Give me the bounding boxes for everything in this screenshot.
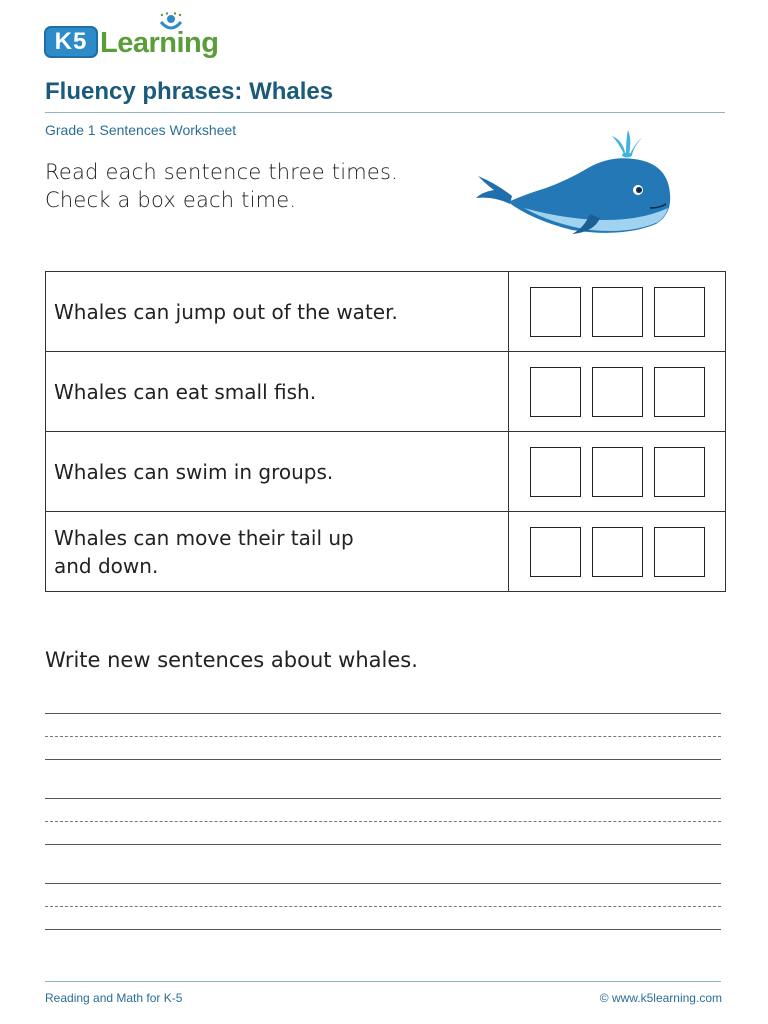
sentence-table — [45, 271, 726, 592]
instructions — [45, 158, 398, 214]
sentence-text: Whales can eat small fish. — [54, 379, 317, 404]
sentence-text: Whales can swim in groups. — [54, 459, 334, 484]
read-checkbox[interactable] — [654, 367, 705, 417]
water-spout-icon — [612, 130, 642, 158]
logo-k5-text: K5 — [54, 28, 88, 55]
writing-line-top[interactable] — [45, 798, 721, 799]
writing-line-base[interactable] — [45, 929, 721, 930]
read-checkbox[interactable] — [530, 527, 581, 577]
writing-line-base[interactable] — [45, 844, 721, 845]
sentence-cell — [46, 512, 509, 592]
footer-divider — [45, 981, 721, 982]
instruction-line-1: Read each sentence three times. — [45, 160, 399, 184]
table-row — [46, 512, 726, 592]
sentence-cell — [46, 432, 509, 512]
sentence-cell — [46, 272, 509, 352]
read-checkbox[interactable] — [530, 367, 581, 417]
footer-website-link[interactable]: © www.k5learning.com — [599, 991, 722, 1005]
table-row — [46, 272, 726, 352]
checkbox-cell — [509, 272, 726, 352]
checkbox-cell — [509, 512, 726, 592]
k5-learning-logo — [44, 14, 224, 64]
read-checkbox[interactable] — [592, 527, 643, 577]
read-checkbox[interactable] — [654, 287, 705, 337]
checkbox-cell — [509, 352, 726, 432]
writing-line-mid — [45, 821, 721, 822]
read-checkbox[interactable] — [654, 527, 705, 577]
writing-line-top[interactable] — [45, 883, 721, 884]
instruction-line-2: Check a box each time. — [45, 188, 297, 212]
footer-tagline: Reading and Math for K-5 — [45, 991, 183, 1005]
write-prompt: Write new sentences about whales. — [45, 648, 418, 672]
table-row — [46, 352, 726, 432]
read-checkbox[interactable] — [592, 287, 643, 337]
writing-line-mid — [45, 736, 721, 737]
read-checkbox[interactable] — [530, 447, 581, 497]
read-checkbox[interactable] — [592, 367, 643, 417]
sentence-text: Whales can jump out of the water. — [54, 299, 398, 324]
logo-wordmark: Learning — [100, 27, 219, 59]
writing-line-mid — [45, 906, 721, 907]
logo-k5-box — [44, 26, 98, 58]
read-checkbox[interactable] — [530, 287, 581, 337]
checkbox-cell — [509, 432, 726, 512]
page-title: Fluency phrases: Whales — [45, 78, 334, 105]
title-divider — [45, 112, 725, 113]
read-checkbox[interactable] — [654, 447, 705, 497]
whale-illustration — [472, 124, 677, 240]
worksheet-subtitle: Grade 1 Sentences Worksheet — [45, 122, 237, 138]
table-row — [46, 432, 726, 512]
sentence-text: Whales can move their tail up — [54, 525, 354, 550]
sentence-cell — [46, 352, 509, 432]
read-checkbox[interactable] — [592, 447, 643, 497]
sentence-text-cont: and down. — [54, 553, 159, 578]
writing-line-top[interactable] — [45, 713, 721, 714]
writing-line-base[interactable] — [45, 759, 721, 760]
